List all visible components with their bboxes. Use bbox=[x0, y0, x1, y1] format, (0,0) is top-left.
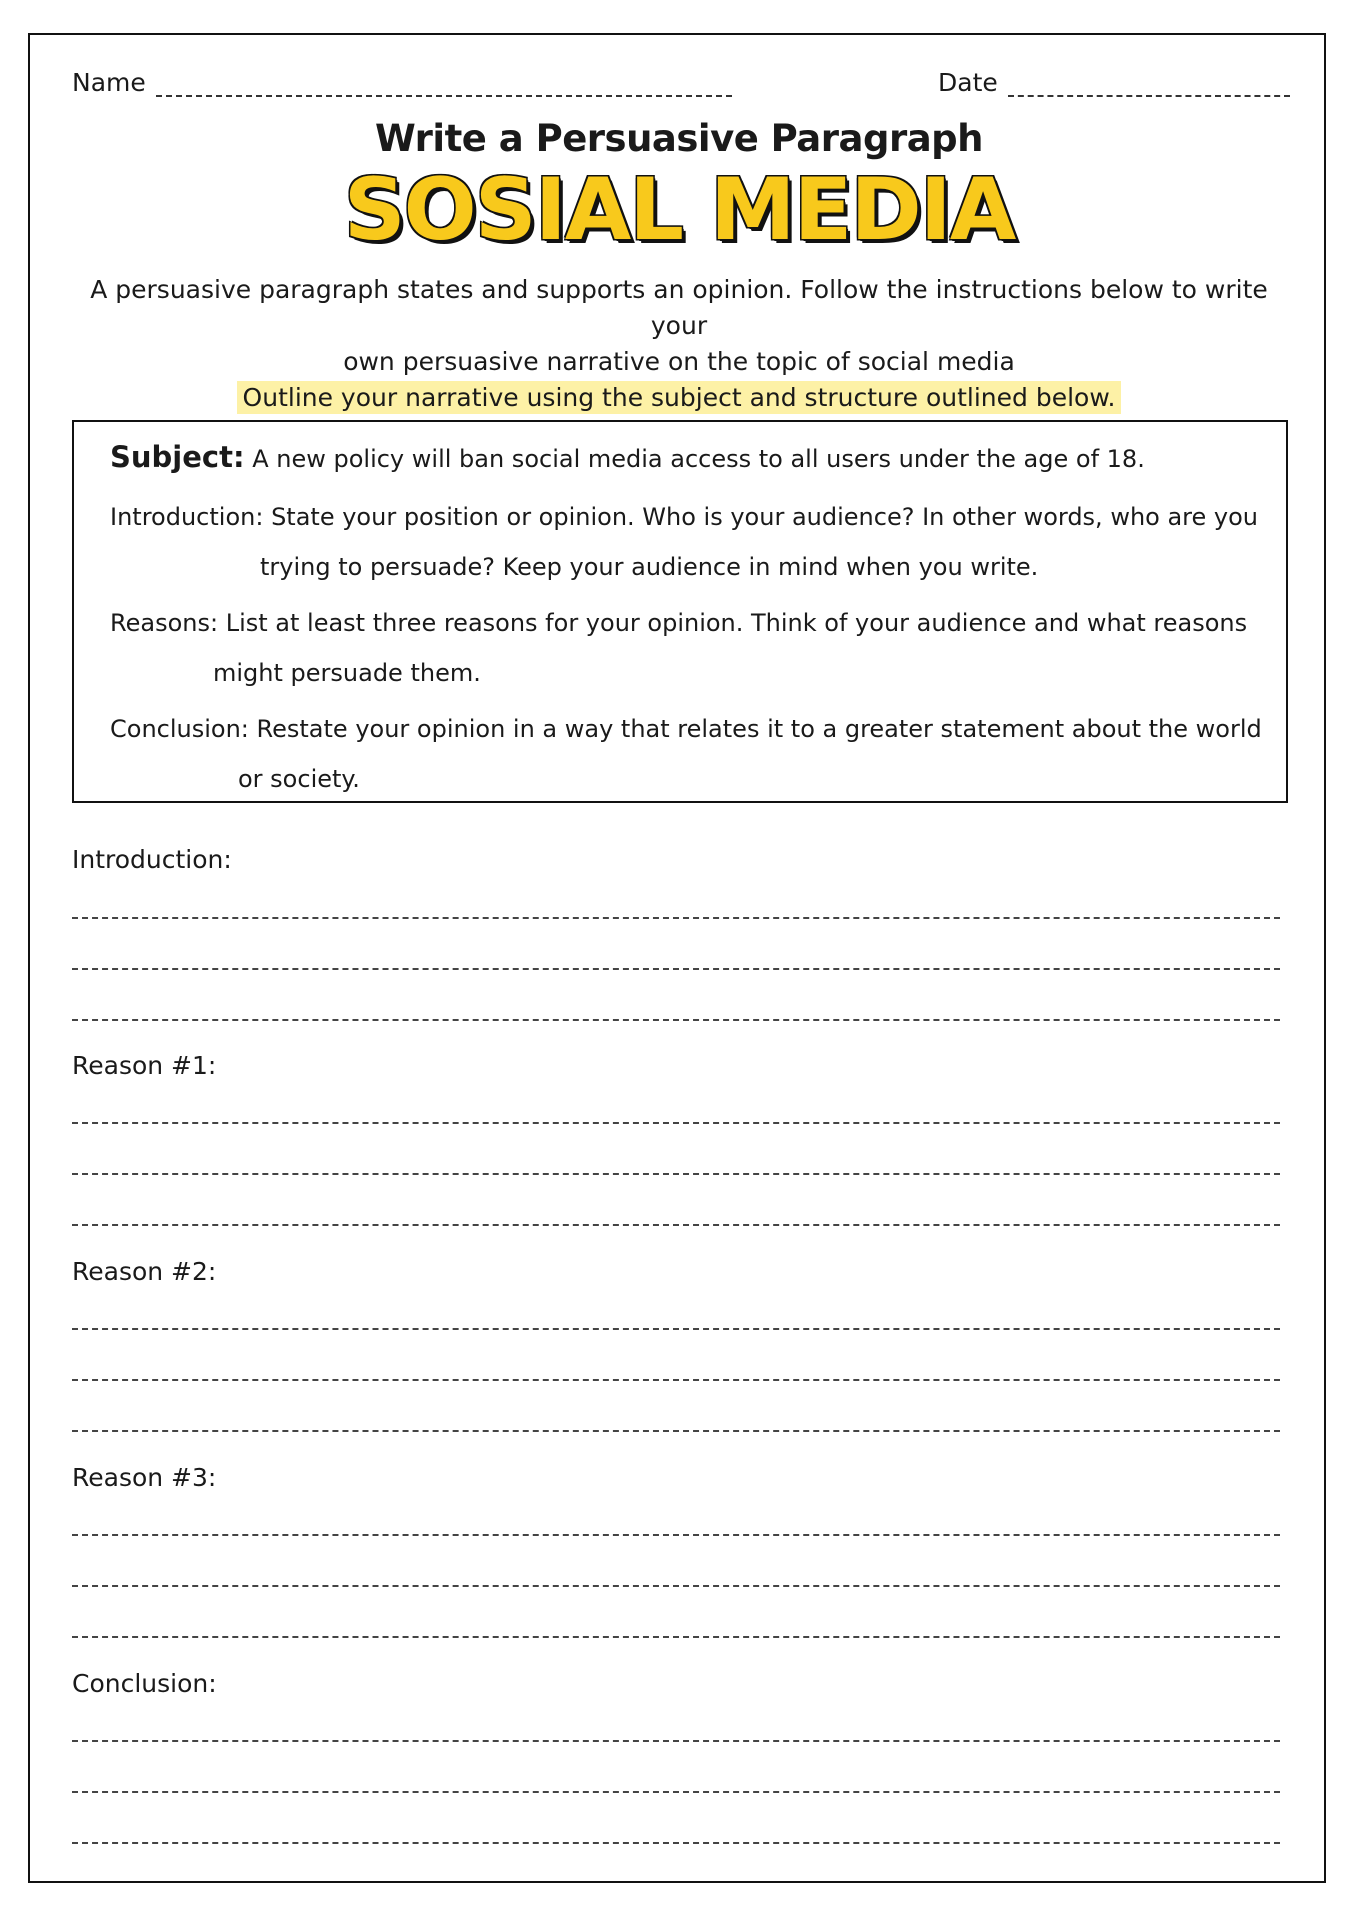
intro-text bbox=[70, 272, 1288, 416]
conclusion-row bbox=[110, 704, 1262, 754]
date-field[interactable] bbox=[938, 68, 1290, 97]
writing-line[interactable] bbox=[72, 1328, 1280, 1330]
reasons-row bbox=[110, 598, 1247, 648]
date-label: Date bbox=[938, 68, 998, 97]
name-line[interactable] bbox=[156, 73, 732, 97]
writing-line[interactable] bbox=[72, 1740, 1280, 1742]
writing-line[interactable] bbox=[72, 1224, 1280, 1226]
writing-line[interactable] bbox=[72, 1173, 1280, 1175]
introduction-row bbox=[110, 492, 1258, 542]
subject-label: Subject: bbox=[110, 440, 245, 474]
instructions-box bbox=[72, 420, 1288, 803]
section-label-introduction: Introduction: bbox=[72, 845, 232, 874]
name-label: Name bbox=[72, 68, 146, 97]
reasons-label: Reasons: bbox=[110, 609, 219, 637]
topic-title: SOSIAL MEDIA bbox=[343, 160, 1015, 260]
worksheet-title: Write a Persuasive Paragraph bbox=[374, 117, 984, 160]
introduction-text-1: State your position or opinion. Who is your audience? In other words, who are you bbox=[271, 503, 1259, 531]
conclusion-text-2: or society. bbox=[238, 765, 360, 793]
writing-line[interactable] bbox=[72, 1636, 1280, 1638]
reasons-text-1: List at least three reasons for your opinion. Think of your audience and what reasons bbox=[225, 609, 1248, 637]
writing-line[interactable] bbox=[72, 1019, 1280, 1021]
subject-row bbox=[110, 432, 1145, 484]
writing-line[interactable] bbox=[72, 968, 1280, 970]
writing-line[interactable] bbox=[72, 917, 1280, 919]
name-field[interactable] bbox=[72, 68, 732, 97]
writing-line[interactable] bbox=[72, 1430, 1280, 1432]
writing-line[interactable] bbox=[72, 1842, 1280, 1844]
reasons-text-2: might persuade them. bbox=[213, 659, 481, 687]
writing-line[interactable] bbox=[72, 1534, 1280, 1536]
section-label-reason-1: Reason #1: bbox=[72, 1051, 217, 1080]
conclusion-label: Conclusion: bbox=[110, 715, 249, 743]
conclusion-text-1: Restate your opinion in a way that relates it to a greater statement about the world bbox=[256, 715, 1262, 743]
intro-line-2: own persuasive narrative on the topic of social media bbox=[343, 347, 1015, 376]
intro-highlight: Outline your narrative using the subject and structure outlined below. bbox=[237, 381, 1122, 414]
introduction-label: Introduction: bbox=[110, 503, 264, 531]
intro-line-1: A persuasive paragraph states and supports an opinion. Follow the instructions below to write your bbox=[90, 275, 1268, 340]
writing-line[interactable] bbox=[72, 1791, 1280, 1793]
section-label-reason-2: Reason #2: bbox=[72, 1257, 217, 1286]
introduction-text-2: trying to persuade? Keep your audience in mind when you write. bbox=[260, 553, 1039, 581]
writing-line[interactable] bbox=[72, 1122, 1280, 1124]
writing-line[interactable] bbox=[72, 1585, 1280, 1587]
subject-text: A new policy will ban social media access to all users under the age of 18. bbox=[252, 445, 1145, 473]
section-label-conclusion: Conclusion: bbox=[72, 1669, 217, 1698]
section-label-reason-3: Reason #3: bbox=[72, 1463, 217, 1492]
date-line[interactable] bbox=[1008, 73, 1290, 97]
writing-line[interactable] bbox=[72, 1379, 1280, 1381]
